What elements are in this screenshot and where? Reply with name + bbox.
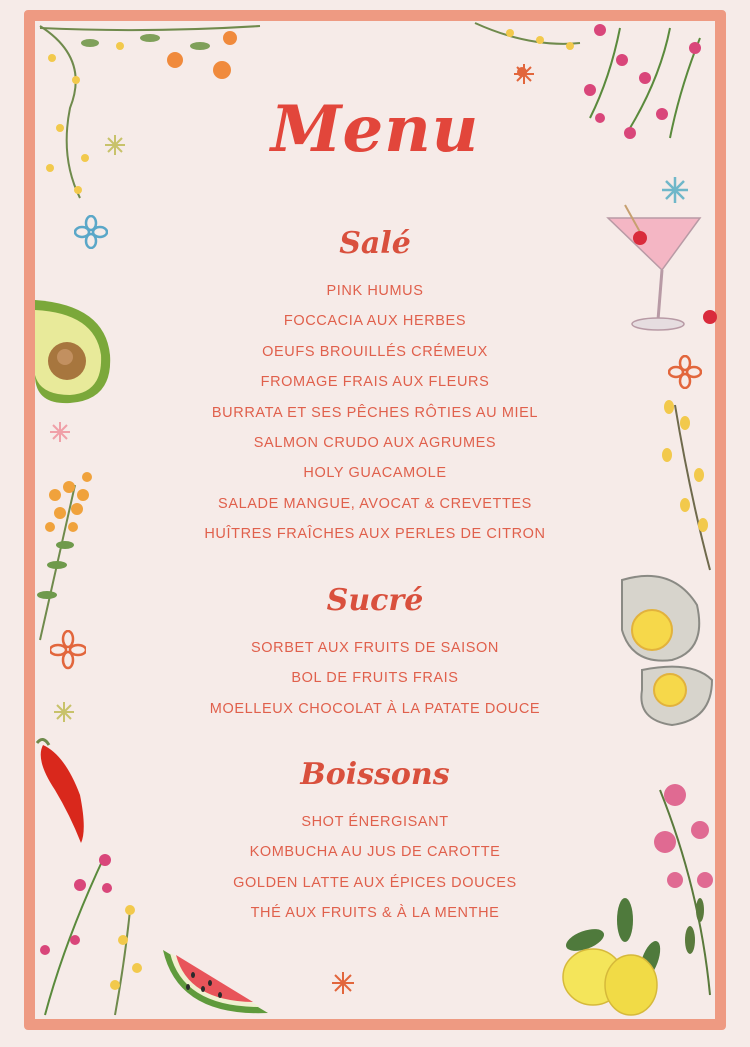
section-list-boissons xyxy=(0,807,750,929)
menu-item: BURRATA ET SES PÊCHES RÔTIES AU MIEL xyxy=(211,404,539,421)
menu-item: FROMAGE FRAIS AUX FLEURS xyxy=(260,374,490,391)
section-heading-boissons: Boissons xyxy=(300,757,450,792)
daisy-icon xyxy=(660,175,690,205)
watermelon-icon xyxy=(158,945,273,1020)
daisy-icon xyxy=(330,970,356,996)
menu-item: SORBET AUX FRUITS DE SAISON xyxy=(251,640,499,656)
menu-item: KOMBUCHA AU JUS DE CAROTTE xyxy=(249,844,501,861)
menu-item: MOELLEUX CHOCOLAT À LA PATATE DOUCE xyxy=(209,700,541,717)
menu-item: BOL DE FRUITS FRAIS xyxy=(291,670,459,687)
daisy-icon xyxy=(512,62,536,86)
menu-item: FOCCACIA AUX HERBES xyxy=(283,313,467,330)
menu-item: SALMON CRUDO AUX AGRUMES xyxy=(253,434,497,451)
menu-item: SALADE MANGUE, AVOCAT & CREVETTES xyxy=(218,495,532,512)
section-list-sucre xyxy=(0,633,750,724)
menu-item: THÉ AUX FRUITS & À LA MENTHE xyxy=(250,905,500,922)
menu-item: HUÎTRES FRAÎCHES AUX PERLES DE CITRON xyxy=(204,526,546,543)
menu-item: PINK HUMUS xyxy=(326,283,424,299)
menu-item: HOLY GUACAMOLE xyxy=(303,465,447,482)
menu-title: Menu xyxy=(270,92,480,167)
menu-item: GOLDEN LATTE AUX ÉPICES DOUCES xyxy=(233,874,517,891)
section-list-sale xyxy=(0,276,750,550)
section-heading-sale: Salé xyxy=(339,226,411,261)
menu-item: SHOT ÉNERGISANT xyxy=(301,814,449,830)
section-heading-sucre: Sucré xyxy=(326,583,424,618)
menu-item: OEUFS BROUILLÉS CRÉMEUX xyxy=(262,343,488,360)
